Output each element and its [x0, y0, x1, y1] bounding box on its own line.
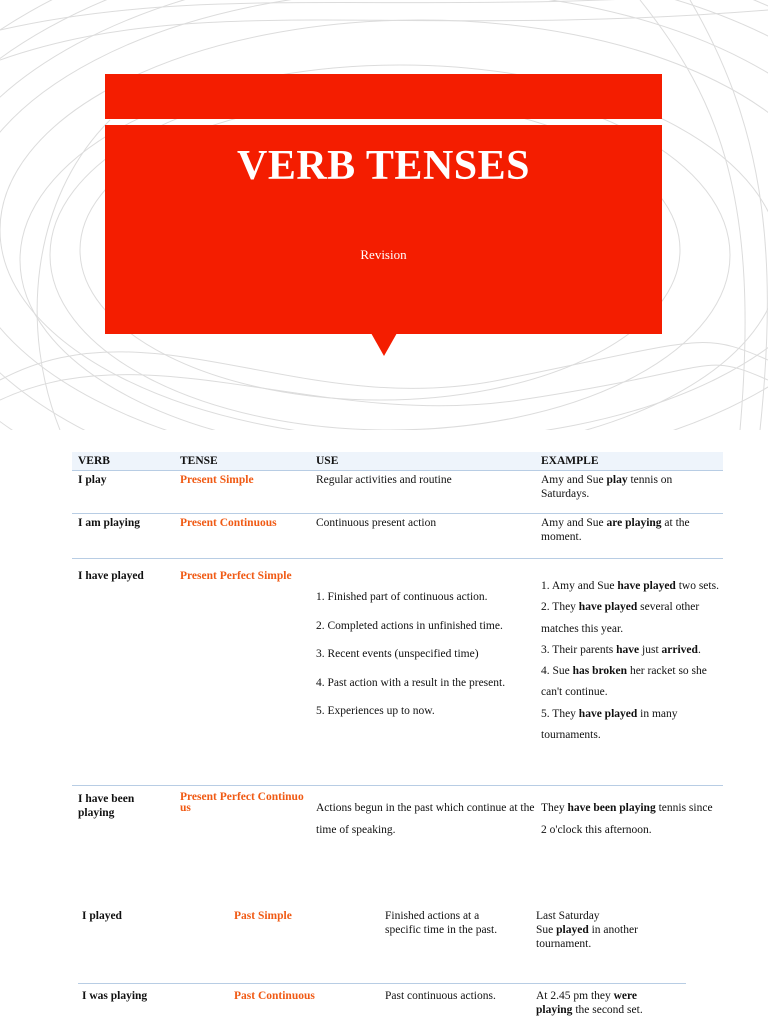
example-cell: At 2.45 pm they were playing the second set. [536, 990, 643, 1016]
header-verb: VERB [78, 455, 110, 467]
tense-cell: Past Simple [234, 910, 292, 922]
header-use: USE [316, 455, 339, 467]
example-item: 3. Their parents have just arrived. [541, 643, 701, 656]
tense-cell: Present Simple [180, 474, 254, 486]
example-cell: Amy and Sue are playing at the moment. [541, 517, 690, 543]
page-subtitle: Revision [360, 247, 407, 262]
verb-cell: I played [82, 910, 122, 922]
example-cell [541, 576, 721, 746]
use-cell: Past continuous actions. [385, 990, 496, 1002]
use-cell: Regular activities and routine [316, 474, 452, 486]
row-divider [78, 983, 686, 984]
verb-cell: I was playing [82, 990, 148, 1002]
verb-cell: I have played [78, 570, 144, 582]
verb-cell: I am playing [78, 517, 140, 529]
tense-cell: Present Perfect Continuous [180, 791, 304, 814]
use-item: 5. Experiences up to now. [316, 705, 435, 717]
example-item: 1. Amy and Sue have played two sets. [541, 580, 719, 592]
use-cell [316, 583, 538, 726]
verb-cell: I have been playing [78, 793, 135, 819]
tense-cell: Present Continuous [180, 517, 277, 529]
page-title: VERB TENSES [236, 143, 531, 189]
tense-cell: Present Perfect Simple [180, 570, 292, 582]
use-cell: Continuous present action [316, 517, 437, 529]
example-item: 4. Sue has broken her racket so she can't continue. [541, 665, 707, 699]
use-cell: Finished actions at a specific time in the past. [385, 910, 498, 936]
example-item: 5. They have played in many tournaments. [541, 707, 678, 742]
title-banner-top-strip [105, 74, 662, 119]
use-item: 1. Finished part of continuous action. [316, 591, 488, 603]
tense-cell: Past Continuous [234, 990, 315, 1002]
example-cell: Last Saturday Sue played in another tournament. [536, 910, 638, 950]
row-divider [72, 785, 723, 786]
example-item: 2. They have played several other matches this year. [541, 601, 700, 635]
use-item: 4. Past action with a result in the present. [316, 676, 506, 689]
use-cell: Actions begun in the past which continue at the time of speaking. [316, 802, 535, 836]
header-tense: TENSE [180, 455, 218, 467]
table-header-row [72, 452, 723, 471]
header-example: EXAMPLE [541, 455, 599, 467]
use-item: 3. Recent events (unspecified time) [316, 648, 479, 660]
row-divider [72, 513, 723, 514]
verb-cell: I play [78, 474, 107, 486]
example-cell: Amy and Sue play tennis on Saturdays. [541, 474, 673, 500]
use-item: 2. Completed actions in unfinished time. [316, 619, 503, 632]
example-cell: They have been playing tennis since 2 o'clock this afternoon. [541, 802, 713, 836]
banner-pointer [371, 333, 397, 356]
row-divider [72, 558, 723, 559]
